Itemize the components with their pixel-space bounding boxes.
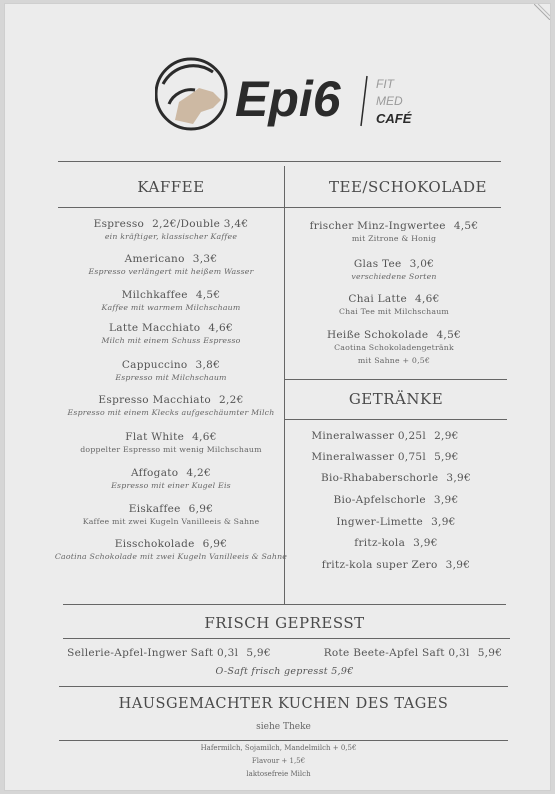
item-price: 6,9€ [188, 503, 214, 515]
divider [58, 207, 284, 208]
divider [285, 419, 507, 420]
item-price: 3,9€ [413, 537, 438, 549]
menu-item-o-saft [63, 666, 506, 677]
item-name: Rote Beete-Apfel Saft 0,3l [323, 647, 470, 659]
menu-item-espresso-macchiato [35, 394, 307, 417]
menu-item-flat-white [35, 431, 307, 454]
item-description: Espresso mit Milchschaum [115, 373, 227, 382]
menu-item-fritz-kola-zero [285, 559, 507, 571]
divider [285, 207, 501, 208]
footer-line-flavour: Flavour + 1,5€ [251, 757, 306, 765]
menu-item-fritz-kola [285, 537, 507, 549]
item-description: doppelter Espresso mit wenig Milchschaum [80, 445, 262, 454]
menu-item-eiskaffee [35, 503, 307, 526]
item-price: 3,9€ [433, 494, 459, 506]
divider [63, 638, 510, 639]
item-name: Mineralwasser 0,75l [311, 451, 427, 463]
menu-item-eisschokolade [29, 538, 313, 561]
item-name: fritz-kola [354, 537, 406, 549]
item-price: 4,6€ [415, 293, 440, 305]
menu-item-americano [35, 253, 307, 276]
item-description: Kaffee mit zwei Kugeln Vanilleeis & Sahne [82, 517, 260, 526]
item-price: 5,9€ [246, 647, 271, 659]
menu-item-cappuccino [35, 359, 307, 382]
item-price: 3,9€ [446, 472, 472, 484]
item-name: Glas Tee [353, 258, 402, 270]
item-name: Eiskaffee [128, 503, 181, 515]
item-description: Chai Tee mit Milchschaum [338, 307, 450, 316]
item-name: Espresso [93, 218, 145, 230]
item-name: Bio-Apfelschorle [333, 494, 426, 506]
item-price: 4,5€ [195, 289, 221, 301]
item-description: Espresso mit einer Kugel Eis [111, 481, 231, 490]
menu-page [4, 3, 551, 791]
item-price: 5,9€ [434, 451, 459, 463]
item-name: Milchkaffee [121, 289, 188, 301]
logo-wordmark: Epi6 [235, 71, 341, 127]
menu-item-glas-tee [291, 258, 497, 281]
item-price: 3,9€ [431, 516, 456, 528]
item-name: Chai Latte [348, 293, 408, 305]
item-description: Espresso mit einem Klecks aufgeschäumter Milch [67, 408, 275, 417]
menu-item-latte-macchiato [35, 322, 307, 345]
menu-item-rote-beete-saft [313, 647, 513, 659]
item-extra: mit Sahne + 0,5€ [357, 356, 431, 365]
divider [63, 604, 506, 605]
section-title-getraenke: GETRÄNKE [348, 390, 444, 408]
item-description: verschiedene Sorten [351, 272, 437, 281]
section-title-tee: TEE/SCHOKOLADE [329, 178, 487, 196]
item-price: 5,9€ [477, 647, 503, 659]
item-price: 4,6€ [192, 431, 217, 443]
item-price: 4,6€ [208, 322, 233, 334]
logo-tagline-cafe: CAFÉ [376, 111, 412, 126]
item-price: 2,9€ [434, 430, 459, 442]
item-description: Kaffee mit warmem Milchschaum [101, 303, 241, 312]
divider [59, 740, 508, 741]
item-price: 2,2€/Double 3,4€ [152, 218, 249, 230]
menu-item-chai-latte [291, 293, 497, 316]
item-description: Milch mit einem Schuss Espresso [101, 336, 241, 345]
menu-item-minz-ingwertee [291, 220, 497, 243]
item-price: 3,8€ [195, 359, 221, 371]
item-name: Espresso Macchiato [98, 394, 211, 406]
item-description: Espresso verlängert mit heißem Wasser [88, 267, 254, 276]
menu-item-heisse-schokolade [291, 329, 497, 365]
logo-tagline-fit: FIT [376, 77, 394, 91]
item-description: ein kräftiger, klassischer Kaffee [104, 232, 238, 241]
menu-item-rhababerschorle [285, 472, 507, 484]
item-name: Cappuccino [121, 359, 188, 371]
footer-line-milk: Hafermilch, Sojamilch, Mandelmilch + 0,5€ [200, 744, 357, 752]
item-name: O-Saft frisch gepresst 5,9€ [215, 666, 354, 677]
item-name: Mineralwasser 0,25l [311, 430, 427, 442]
item-price: 4,5€ [453, 220, 479, 232]
menu-item-ingwer-limette [285, 516, 507, 528]
item-description: mit Zitrone & Honig [351, 234, 437, 243]
item-name: Sellerie-Apfel-Ingwer Saft 0,3l [67, 647, 239, 659]
divider [285, 379, 507, 380]
kuchen-subtitle [59, 722, 508, 732]
page-curl-decoration [534, 4, 550, 20]
item-name: frischer Minz-Ingwertee [309, 220, 446, 232]
item-name: Ingwer-Limette [336, 516, 424, 528]
footer-line-lactose: laktosefreie Milch [246, 770, 311, 778]
item-price: 4,2€ [186, 467, 211, 479]
item-name: fritz-kola super Zero [321, 559, 438, 571]
menu-item-espresso [35, 218, 307, 241]
item-name: Eisschokolade [114, 538, 195, 550]
menu-item-milchkaffee [35, 289, 307, 312]
item-price: 3,0€ [409, 258, 435, 270]
item-price: 4,5€ [436, 329, 462, 341]
menu-item-apfelschorle [285, 494, 507, 506]
item-price: 3,3€ [192, 253, 218, 265]
item-name: Affogato [130, 467, 179, 479]
section-title-kuchen: HAUSGEMACHTER KUCHEN DES TAGES [118, 696, 449, 712]
subtitle-text: siehe Theke [256, 722, 311, 732]
logo-tagline-med: MED [376, 94, 403, 108]
item-price: 3,9€ [445, 559, 471, 571]
item-description: Caotina Schokolade mit zwei Kugeln Vanilleeis & Sahne [54, 552, 288, 561]
divider [59, 686, 508, 687]
item-name: Latte Macchiato [108, 322, 201, 334]
section-title-frisch: FRISCH GEPRESST [204, 614, 365, 632]
brand-logo [155, 54, 425, 136]
menu-item-mineralwasser-025 [285, 430, 485, 442]
item-name: Heiße Schokolade [326, 329, 429, 341]
item-price: 6,9€ [202, 538, 228, 550]
divider [58, 161, 501, 162]
item-name: Americano [124, 253, 185, 265]
menu-item-sellerie-saft [59, 647, 279, 659]
menu-item-affogato [35, 467, 307, 490]
item-name: Flat White [125, 431, 185, 443]
section-title-kaffee: KAFFEE [137, 178, 205, 196]
item-description: Caotina Schokoladengetränk [334, 343, 454, 352]
item-name: Bio-Rhababerschorle [320, 472, 439, 484]
menu-item-mineralwasser-075 [285, 451, 485, 463]
item-price: 2,2€ [218, 394, 244, 406]
